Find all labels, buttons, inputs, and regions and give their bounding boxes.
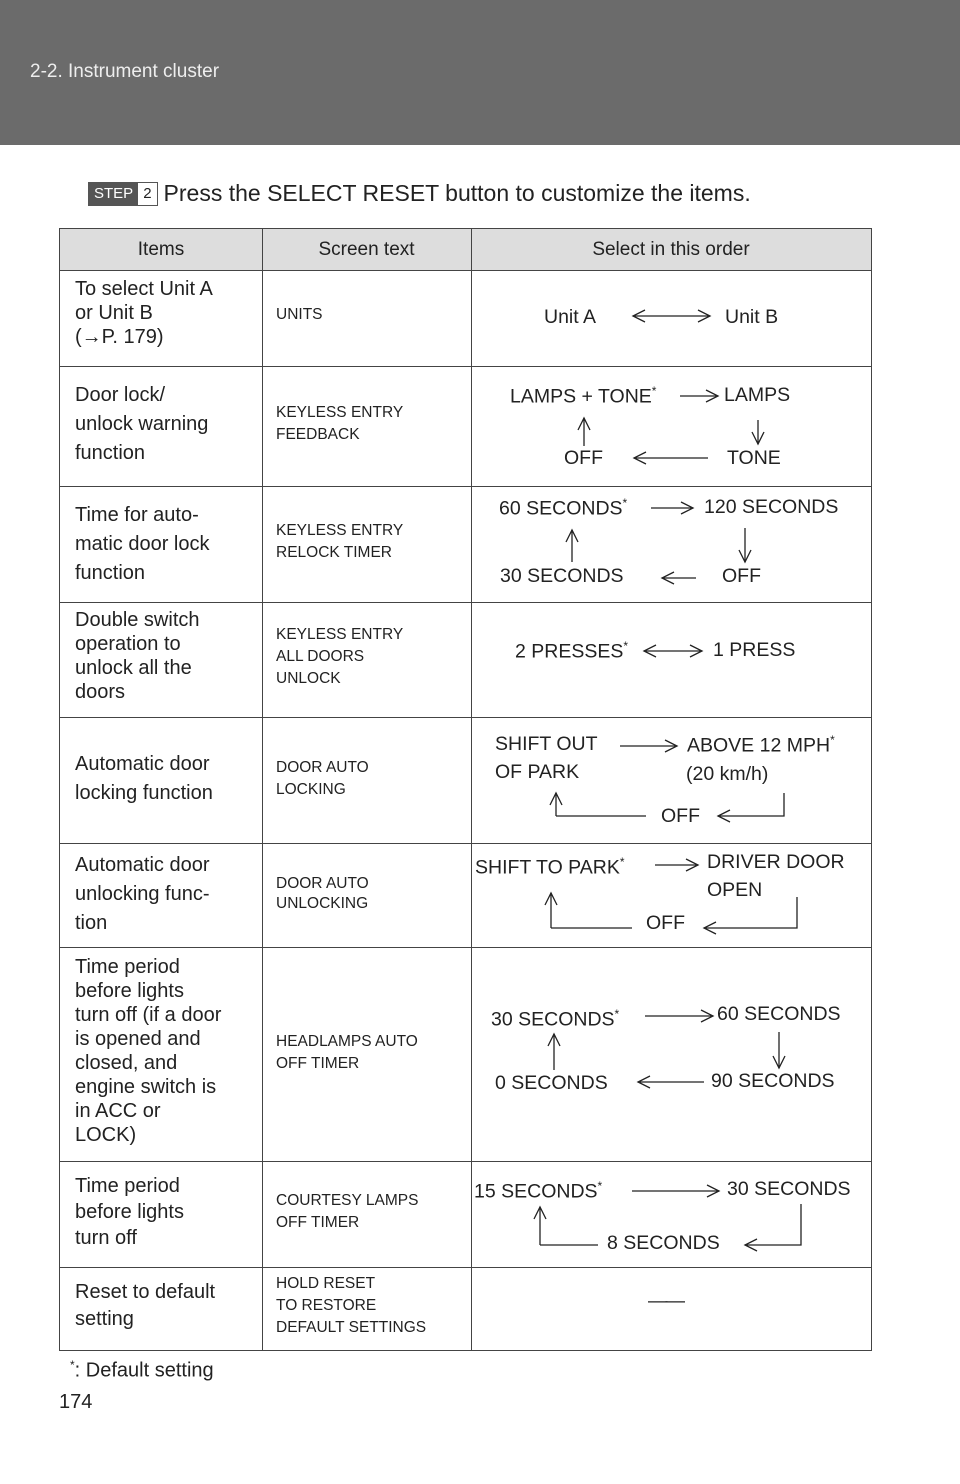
option-label-default: 60 SECONDS* <box>499 496 628 520</box>
option-label: TONE <box>727 447 781 469</box>
table-row-item: Time for auto- matic door lock function <box>75 504 210 584</box>
table-row-screen-text: DOOR AUTO LOCKING <box>276 759 369 798</box>
option-label: Unit B <box>725 306 779 328</box>
right-arrow-icon <box>651 502 693 514</box>
left-arrow-icon <box>662 572 696 584</box>
step-label: STEP <box>89 183 138 205</box>
step-text: Press the SELECT RESET button to customize the items. <box>163 180 751 206</box>
option-label-default: 2 PRESSES* <box>515 639 629 663</box>
table-row-screen-text: COURTESY LAMPS OFF TIMER <box>276 1192 419 1231</box>
option-label: 60 SECONDS <box>717 1003 841 1025</box>
table-row-screen-text: DOOR AUTO UNLOCKING <box>276 875 369 912</box>
table-row-screen-text: KEYLESS ENTRY RELOCK TIMER <box>276 522 404 561</box>
column-header-select-order: Select in this order <box>592 239 750 260</box>
option-label: 30 SECONDS <box>500 565 624 587</box>
right-arrow-icon <box>620 740 677 752</box>
option-label: OFF <box>564 447 603 469</box>
return-arrow-icon <box>534 1204 801 1251</box>
option-label: OPEN <box>707 879 763 901</box>
table-row-item: Door lock/ unlock warning function <box>75 384 209 464</box>
table-row-item: Time period before lights turn off (if a door is opened and closed, and engine switch is in ACC or LOCK) <box>75 956 222 1146</box>
option-label-default: ABOVE 12 MPH* <box>687 733 835 757</box>
option-label: LAMPS <box>724 384 791 406</box>
right-arrow-icon <box>680 390 718 402</box>
footnote: *: Default setting <box>70 1358 214 1382</box>
option-label: OFF <box>661 805 700 827</box>
column-header-screen-text: Screen text <box>318 239 415 260</box>
table-row-screen-text: HOLD RESET TO RESTORE DEFAULT SETTINGS <box>276 1275 427 1336</box>
option-label: OFF <box>722 565 761 587</box>
table-row-screen-text: KEYLESS ENTRY ALL DOORS UNLOCK <box>276 626 404 687</box>
option-label: Unit A <box>544 306 597 328</box>
table-row-item: To select Unit A or Unit B (→P. 179) <box>75 278 213 348</box>
table-row-screen-text: UNITS <box>276 306 323 323</box>
table-row-item: Automatic door unlocking func- tion <box>75 854 210 934</box>
option-label: SHIFT OUT <box>495 733 598 755</box>
right-arrow-icon <box>645 1010 713 1022</box>
up-arrow-icon <box>548 1034 560 1070</box>
double-arrow-icon <box>644 645 702 657</box>
table-row-screen-text: KEYLESS ENTRY FEEDBACK <box>276 404 404 443</box>
right-arrow-icon <box>655 859 698 871</box>
option-label: 120 SECONDS <box>704 496 839 518</box>
option-label-default: 15 SECONDS* <box>474 1179 603 1203</box>
section-title: 2-2. Instrument cluster <box>30 61 220 82</box>
option-label: 30 SECONDS <box>727 1178 851 1200</box>
double-arrow-icon <box>633 310 710 322</box>
up-arrow-icon <box>566 530 578 562</box>
column-header-items: Items <box>137 239 185 260</box>
option-label: DRIVER DOOR <box>707 851 845 873</box>
table-row-item: Double switch operation to unlock all the doors <box>75 609 200 703</box>
down-arrow-icon <box>773 1032 785 1068</box>
table-row-item: Time period before lights turn off <box>75 1175 184 1249</box>
table-row-item: Automatic door locking function <box>75 753 213 804</box>
step-number: 2 <box>138 183 156 205</box>
option-label: 8 SECONDS <box>607 1232 720 1254</box>
option-label: 0 SECONDS <box>495 1072 608 1094</box>
up-arrow-icon <box>578 418 590 446</box>
return-arrow-icon <box>545 893 797 934</box>
option-label: OF PARK <box>495 761 580 783</box>
left-arrow-icon <box>638 1076 704 1088</box>
option-label-default: LAMPS + TONE* <box>510 384 657 408</box>
table-row-screen-text: HEADLAMPS AUTO OFF TIMER <box>276 1033 418 1072</box>
down-arrow-icon <box>752 420 764 444</box>
left-arrow-icon <box>634 452 708 464</box>
page-number: 174 <box>59 1391 93 1413</box>
right-arrow-icon <box>632 1185 719 1197</box>
option-label-default: 30 SECONDS* <box>491 1007 620 1031</box>
option-label: OFF <box>646 912 685 934</box>
option-label: 1 PRESS <box>713 639 796 661</box>
down-arrow-icon <box>739 528 751 562</box>
return-arrow-icon <box>550 793 784 822</box>
not-applicable-dash: —— <box>648 1290 683 1312</box>
table-row-item: Reset to default setting <box>75 1281 216 1330</box>
option-label: (20 km/h) <box>686 763 769 785</box>
option-label: 90 SECONDS <box>711 1070 835 1092</box>
option-label-default: SHIFT TO PARK* <box>475 855 625 879</box>
